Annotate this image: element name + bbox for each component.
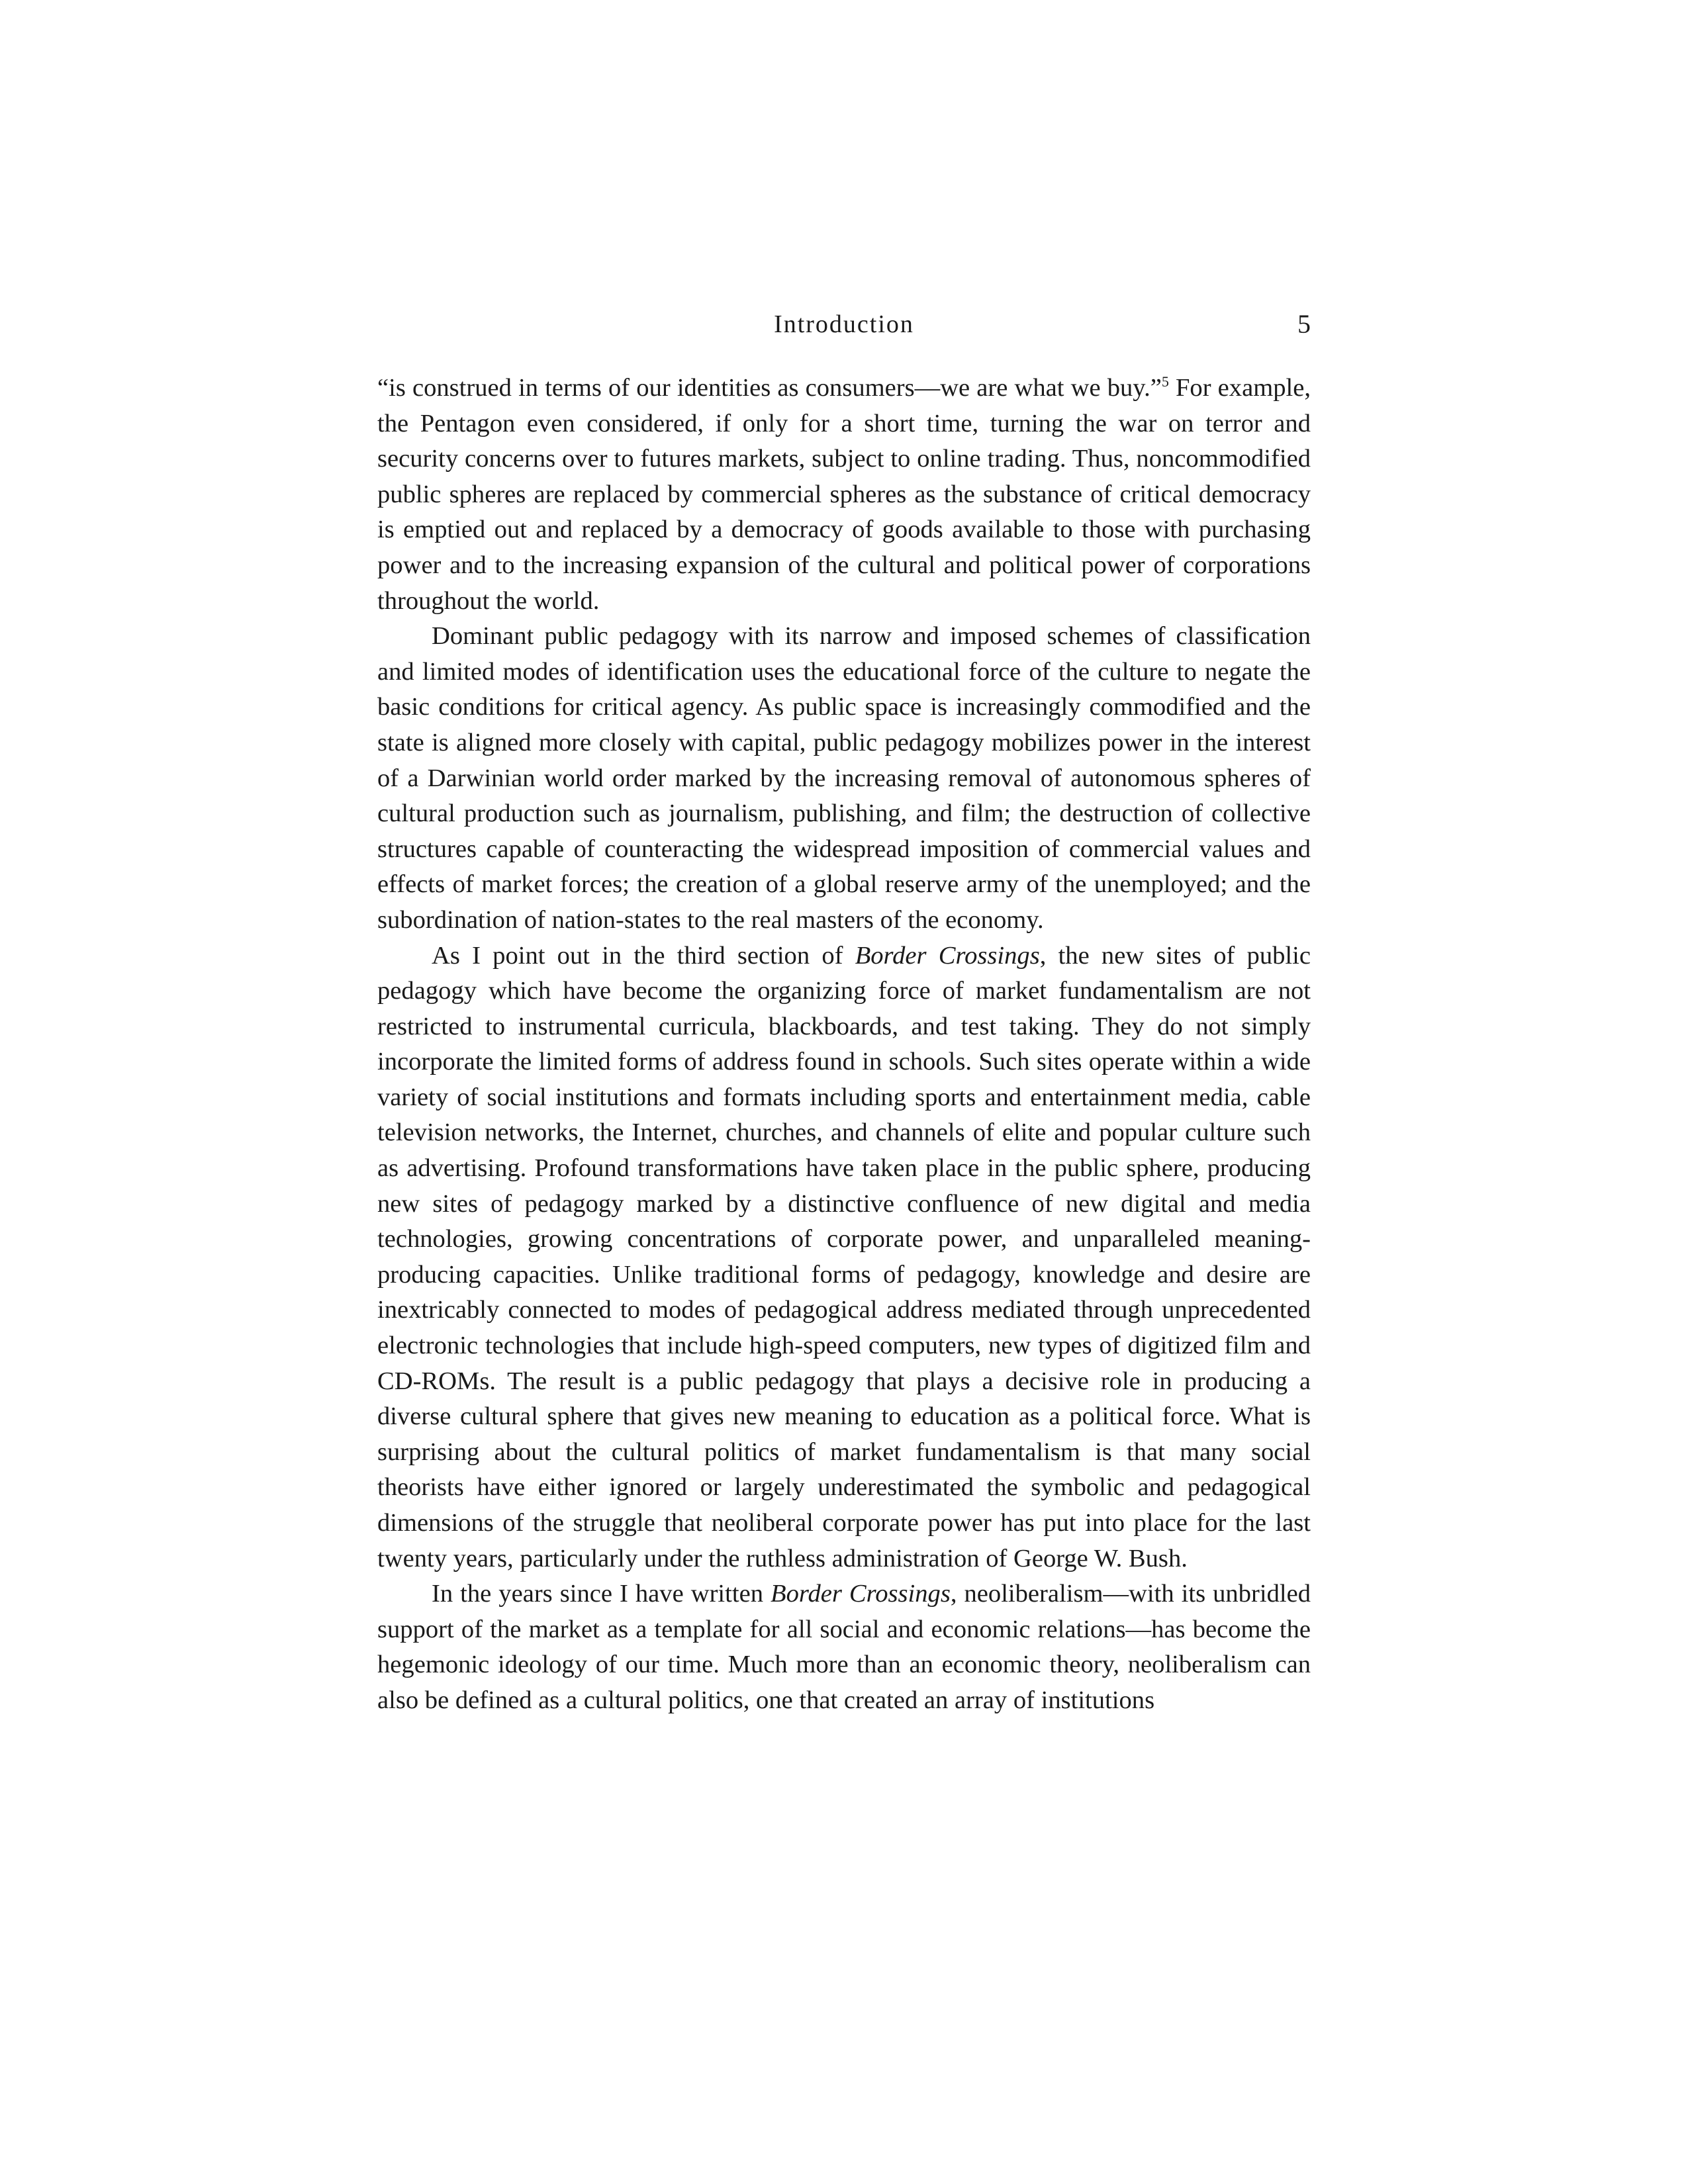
running-head [377,306,1311,343]
footnote-reference-5: 5 [1161,373,1169,390]
paragraph-4-text-b: , neoliberalism—with its unbridled support of the market as a template for all social and economic relations—has become the hegemonic ideology of our time. Much more than an economic theory, neoliberalism can also be defined as a cultural politics, one that created an array of institutions [377,1580,1311,1714]
page-number: 5 [1297,309,1311,339]
running-head-title: Introduction [774,310,914,338]
paragraph-2-text: Dominant public pedagogy with its narrow and imposed schemes of classification and limited modes of identification uses the educational force of the culture to negate the basic conditions for critical agency. As public space is increasingly commodified and the state is aligned more closely with capital, public pedagogy mobilizes power in the interest of a Darwinian world order marked by the increasing removal of autonomous spheres of cultural production such as journalism, publishing, and film; the destruction of collective structures capable of counteracting the widespread imposition of commercial values and effects of market forces; the creation of a global reserve army of the unemployed; and the subordination of nation-states to the real masters of the economy. [377,622,1311,934]
paragraph-4 [377,1576,1311,1718]
paragraph-1-text-b: For example, the Pentagon even considered, if only for a short time, turning the war on terror and security concerns over to futures markets, subject to online trading. Thus, noncommodified public spheres are replaced by commercial spheres as the substance of critical democracy is emptied out and replaced by a democracy of goods available to those with purchasing power and to the increasing expansion of the cultural and political power of corporations throughout the world. [377,374,1311,615]
book-title-border-crossings: Border Crossings [855,941,1040,970]
paragraph-4-text-a: In the years since I have written [432,1580,771,1608]
paragraph-3-text-a: As I point out in the third section of [432,941,855,970]
paragraph-1-text-a: “is construed in terms of our identities as consumers—we are what we buy.” [377,374,1162,402]
body-text [377,371,1311,1719]
paragraph-2 [377,619,1311,938]
paragraph-3 [377,938,1311,1577]
paragraph-3-text-b: , the new sites of public pedagogy which have become the organizing force of market fundamentalism are not restricted to instrumental curricula, blackboards, and test taking. They do not simply incorporate the limited forms of address found in schools. Such sites operate within a wide variety of social institutions and formats including sports and entertainment media, cable television networks, the Internet, churches, and channels of elite and popular culture such as advertising. Profound transformations have taken place in the public sphere, producing new sites of pedagogy marked by a distinctive confluence of new digital and media technologies, growing concentrations of corporate power, and unparalleled meaning-producing capacities. Unlike traditional forms of pedagogy, knowledge and desire are inextricably connected to modes of pedagogical address mediated through unprecedented electronic technologies that include high-speed computers, new types of digitized film and CD-ROMs. The result is a public pedagogy that plays a decisive role in producing a diverse cultural sphere that gives new meaning to education as a political force. What is surprising about the cultural politics of market fundamentalism is that many social theorists have either ignored or largely underestimated the symbolic and pedagogical dimensions of the struggle that neoliberal corporate power has put into place for the last twenty years, particularly under the ruthless administration of George W. Bush. [377,941,1311,1572]
book-title-border-crossings-2: Border Crossings [771,1580,951,1608]
paragraph-1 [377,371,1311,619]
